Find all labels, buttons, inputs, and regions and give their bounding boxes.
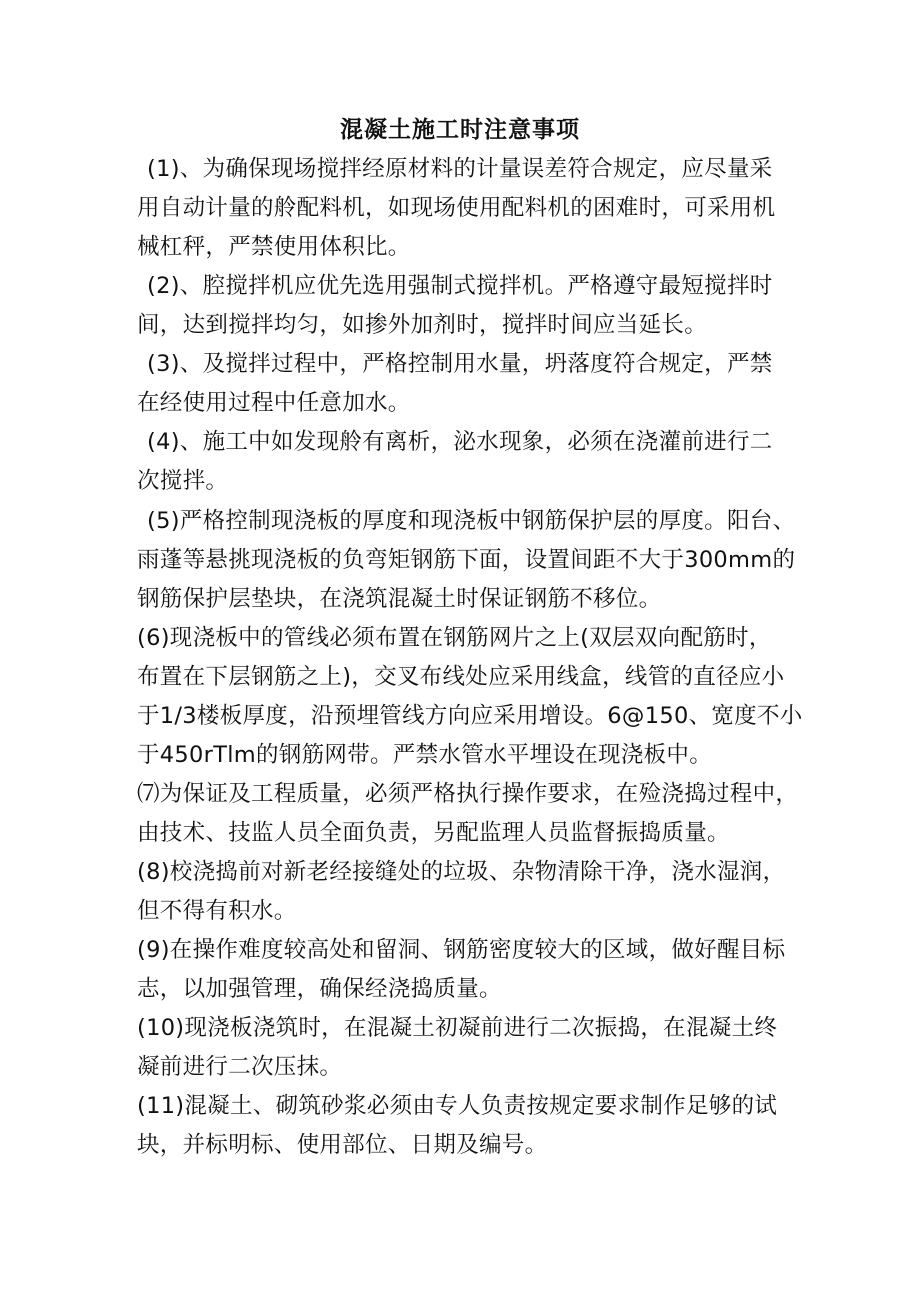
text-line: 次搅拌。 — [137, 468, 229, 494]
text-line: 志，以加强管理，确保经浇捣质量。 — [137, 976, 502, 1002]
text-line: (6)现浇板中的管线必须布置在钢筋网片之上(双层双向配筋时， — [137, 625, 772, 651]
text-line: 械杠秤，严禁使用体积比。 — [137, 234, 411, 260]
text-line: (2)、腔搅拌机应优先选用强制式搅拌机。严格遵守最短搅拌时 — [147, 273, 773, 299]
text-line: 在经使用过程中任意加水。 — [137, 390, 411, 416]
text-line: (5)严格控制现浇板的厚度和现浇板中钢筋保护层的厚度。阳台、 — [147, 508, 796, 534]
text-line: (8)校浇捣前对新老经接缝处的垃圾、杂物清除干净，浇水湿润， — [137, 859, 786, 885]
text-line: (9)在操作难度较高处和留洞、钢筋密度较大的区域，做好醒目标 — [137, 937, 786, 963]
text-line: 用自动计量的舲配料机，如现场使用配料机的困难时，可采用机 — [137, 195, 776, 221]
text-line: (10)现浇板浇筑时，在混凝土初凝前进行二次振捣，在混凝土终 — [137, 1015, 778, 1041]
text-line: 布置在下层钢筋之上)，交叉布线处应采用线盒，线管的直径应小 — [137, 664, 785, 690]
text-line: 由技术、技监人员全面负责，另配监理人员监督振捣质量。 — [137, 820, 730, 846]
text-line: 雨蓬等悬挑现浇板的负弯矩钢筋下面，设置间距不大于300mm的 — [137, 547, 796, 573]
text-line: 于1/3楼板厚度，沿预埋管线方向应采用增设。6@150、宽度不小 — [137, 703, 803, 729]
text-line: 但不得有积水。 — [137, 898, 297, 924]
text-line: 于450rTlm的钢筋网带。严禁水管水平埋设在现浇板中。 — [137, 742, 713, 768]
text-line: (11)混凝土、砌筑砂浆必须由专人负责按规定要求制作足够的试 — [137, 1093, 778, 1119]
document-title: 混凝土施工时注意事项 — [340, 117, 580, 143]
text-line: (1)、为确保现场搅拌经原材料的计量误差符合规定，应尽量采 — [147, 156, 773, 182]
text-line: 凝前进行二次压抹。 — [137, 1054, 343, 1080]
text-line: (3)、及搅拌过程中，严格控制用水量，坍落度符合规定，严禁 — [147, 351, 773, 377]
text-line: 间，达到搅拌均匀，如掺外加剂时，搅拌时间应当延长。 — [137, 312, 708, 338]
text-line: 钢筋保护层垫块，在浇筑混凝土时保证钢筋不移位。 — [137, 586, 662, 612]
text-line: ⑺为保证及工程质量，必须严格执行操作要求，在殓浇捣过程中， — [137, 781, 799, 807]
text-line: (4)、施工中如发现舲有离析，泌水现象，必须在浇灌前进行二 — [147, 429, 773, 455]
text-line: 块，并标明标、使用部位、日期及编号。 — [137, 1132, 548, 1158]
